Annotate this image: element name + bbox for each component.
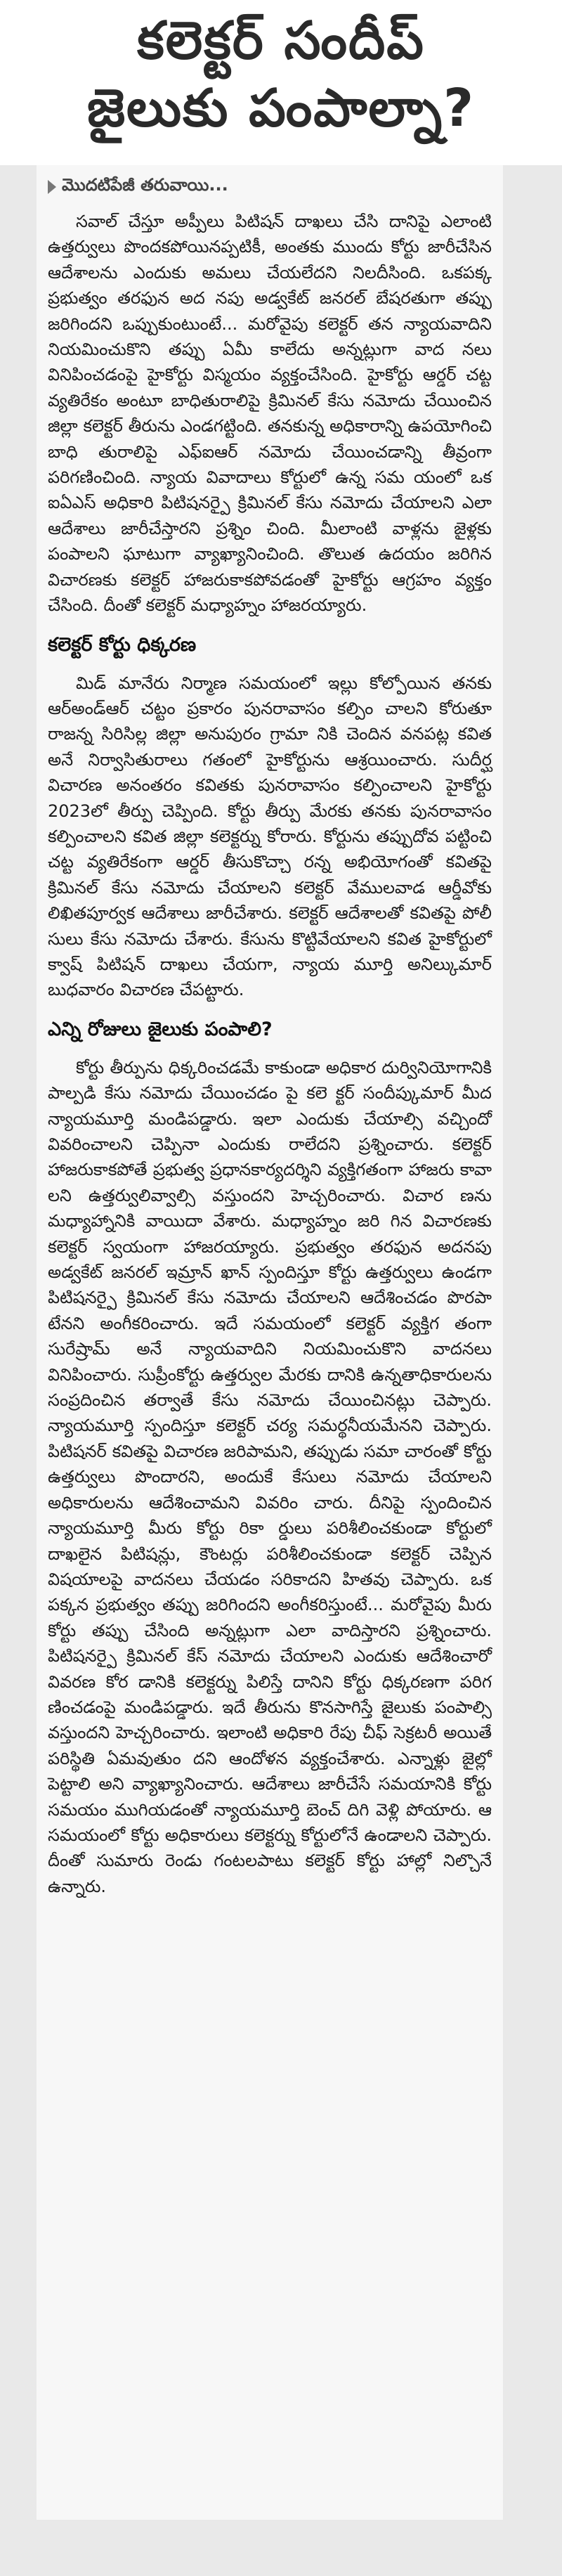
paragraph-jail-days: కోర్టు తీర్పును ధిక్కరించడమే కాకుండా అధికార దుర్వినియోగానికి పాల్పడి కేసు నమోదు చేయించడం పై కలె క్టర్ సందీప్కుమార్ మీద న్యాయమూర్తి మండిపడ్డారు. ఇలా ఎందుకు చేయాల్సి వచ్చిందో వివరించాలని చెప్పినా ఎందుకు రాలేదని ప్రశ్నించారు. కలెక్టర్ హాజరుకాకపోతే ప్రభుత్వ ప్రధానకార్యదర్శిని వ్యక్తిగతంగా హాజరు కావా లని ఉత్తర్వులివ్వాల్సి వస్తుందని హెచ్చరించారు. విచార ణను మధ్యాహ్నానికి వాయిదా వేశారు. మధ్యాహ్నం జరి గిన విచారణకు కలెక్టర్ స్వయంగా హాజరయ్యారు. ప్రభుత్వం తరఫున అదనపు అడ్వకేట్ జనరల్ ఇమ్రాన్ ఖాన్ స్పందిస్తూ కోర్టు ఉత్తర్వులు ఉండగా పిటిషనర్పై క్రిమినల్ కేసు నమోదు చేయాలని ఆదేశించడం పొరపా టేనని అంగీకరించారు. ఇదే సమయంలో కలెక్టర్ వ్యక్తిగ తంగా సురేష్రామ్ అనే న్యాయవాదిని నియమించుకొని వాదనలు వినిపించారు. సుప్రీంకోర్టు ఉత్తర్వుల మేరకు దానికి ఉన్నతాధికారులను సంప్రదించిన తర్వాతే కేసు నమోదు చేయించినట్లు చెప్పారు. న్యాయమూర్తి స్పందిస్తూ కలెక్టర్ చర్య సమర్థనీయమేనని చెప్పారు. పిటిషనర్ కవితపై విచారణ జరిపామని, తప్పుడు సమా చారంతో కోర్టు ఉత్తర్వులు పొందారని, అందుకే కేసులు నమోదు చేయాలని అధికారులను ఆదేశించామని వివరిం చారు. దీనిపై స్పందించిన న్యాయమూర్తి మీరు కోర్టు రికా ర్డులు పరిశీలించకుండా కోర్టులో దాఖలైన పిటిషన్లు, కౌంటర్లు పరిశీలించకుండా కలెక్టర్ చెప్పిన విషయాలపై వాదనలు చేయడం సరికాదని హితవు చెప్పారు. ఒక పక్కన ప్రభుత్వం తప్పు జరిగిందని అంగీకరిస్తుంటే... మరోవైపు మీరు కోర్టు తప్పు చేసింది అన్నట్లుగా ఎలా వాదిస్తారని ప్రశ్నించారు. పిటిషనర్పై క్రిమినల్ కేస్ నమోదు చేయాలని ఎందుకు ఆదేశించారో వివరణ కోర డానికి కలెక్టర్ను పిలిస్తే దానిని కోర్టు ధిక్కరణగా పరిగ ణించడంపై మండిపడ్డారు. ఇదే తీరును కొనసాగిస్తే జైలుకు పంపాల్సి వస్తుందని హెచ్చరించారు. ఇలాంటి అధికారి రేపు చీఫ్ సెక్రటరీ అయితే పరిస్థితి ఏమవుతుం దని ఆందోళన వ్యక్తంచేశారు. ఎన్నాళ్లు జైల్లో పెట్టాలి అని వ్యాఖ్యానించారు. ఆదేశాలు జారీచేసే సమయానికి కోర్టు సమయం ముగియడంతో న్యాయమూర్తి బెంచ్ దిగి వెళ్లి పోయారు. ఆ సమయంలో కోర్టు అధికారులు కలెక్టర్ను కోర్టులోనే ఉండాలని చెప్పారు. దీంతో సుమారు రెండు గంటలపాటు కలెక్టర్ కోర్టు హాల్లో నిల్చొనే ఉన్నారు. bbox=[48, 1057, 492, 1896]
paragraph-contempt: మిడ్ మానేరు నిర్మాణ సమయంలో ఇల్లు కోల్పోయిన తనకు ఆర్అండ్ఆర్ చట్టం ప్రకారం పునరావాసం కల్పిం చాలని కోరుతూ రాజన్న సిరిసిల్ల జిల్లా అనుపురం గ్రామా నికి చెందిన వనపట్ల కవిత అనే నిర్వాసితురాలు గతంలో హైకోర్టును ఆశ్రయించారు. సుదీర్ఘ విచారణ అనంతరం కవితకు పునరావాసం కల్పించాలని హైకోర్టు 2023లో తీర్పు చెప్పింది. కోర్టు తీర్పు మేరకు తనకు పునరావాసం కల్పించాలని కవిత జిల్లా కలెక్టర్ను కోరారు. కోర్టును తప్పుదోవ పట్టించి చట్ట వ్యతిరేకంగా ఆర్డర్ తీసుకొచ్చా రన్న అభియోగంతో కవితపై క్రిమినల్ కేసు నమోదు చేయాలని కలెక్టర్ వేములవాడ ఆర్డీవోకు లిఖితపూర్వక ఆదేశాలు జారీచేశారు. కలెక్టర్ ఆదేశాలతో కవితపై పోలీ సులు కేసు నమోదు చేశారు. కేసును కొట్టివేయాలని కవిత హైకోర్టులో క్వాష్ పిటిషన్ దాఖలు చేయగా, న్యాయ మూర్తి అనిల్కుమార్ బుధవారం విచారణ చేపట్టారు. bbox=[48, 673, 492, 1000]
subheading-jail-days: ఎన్ని రోజులు జైలుకు పంపాలి? bbox=[48, 1018, 273, 1040]
continued-label: మొదటిపేజీ తరువాయి... bbox=[62, 175, 228, 195]
article-body bbox=[37, 165, 503, 2520]
headline-line-1: కలెక్టర్ సందీప్ bbox=[137, 11, 425, 71]
headline-line-2: జైలుకు పంపాల్నా? bbox=[86, 78, 476, 138]
headline bbox=[0, 0, 562, 162]
subheading-contempt: కలెక్టర్ కోర్టు ధిక్కరణ bbox=[48, 633, 197, 656]
paragraph-intro: సవాల్ చేస్తూ అప్పీలు పిటిషన్ దాఖలు చేసి దానిపై ఎలాంటి ఉత్తర్వులు పొందకపోయినప్పటికీ, అంతకు ముందు కోర్టు జారీచేసిన ఆదేశాలను ఎందుకు అమలు చేయలేదని నిలదీసింది. ఒకపక్క ప్రభుత్వం తరఫున అద నపు అడ్వకేట్ జనరల్ బేషరతుగా తప్పు జరిగిందని ఒప్పుకుంటుంటే... మరోవైపు కలెక్టర్ తన న్యాయవాదిని నియమించుకొని తప్పు ఏమీ కాలేదు అన్నట్లుగా వాద నలు వినిపించడంపై హైకోర్టు విస్మయం వ్యక్తంచేసింది. హైకోర్టు ఆర్డర్ చట్ట వ్యతిరేకం అంటూ బాధితురాలిపై క్రిమినల్ కేసు నమోదు చేయించిన జిల్లా కలెక్టర్ తీరును ఎండగట్టింది. తనకున్న అధికారాన్ని ఉపయోగించి బాధి తురాలిపై ఎఫ్ఐఆర్ నమోదు చేయించడాన్ని తీవ్రంగా పరిగణించింది. న్యాయ వివాదాలు కోర్టులో ఉన్న సమ యంలో ఒక ఐఏఎస్ అధికారి పిటిషనర్పై క్రిమినల్ కేసు నమోదు చేయాలని ఎలా ఆదేశాలు జారీచేస్తారని ప్రశ్నిం చింది. మీలాంటి వాళ్లను జైళ్లకు పంపాలని ఘాటుగా వ్యాఖ్యానించింది. తొలుత ఉదయం జరిగిన విచారణకు కలెక్టర్ హాజరుకాకపోవడంతో హైకోర్టు ఆగ్రహం వ్యక్తం చేసింది. దీంతో కలెక్టర్ మధ్యాహ్నం హాజరయ్యారు. bbox=[48, 212, 492, 616]
continued-from-front-page bbox=[48, 175, 492, 199]
chevron-right-icon bbox=[48, 180, 56, 194]
